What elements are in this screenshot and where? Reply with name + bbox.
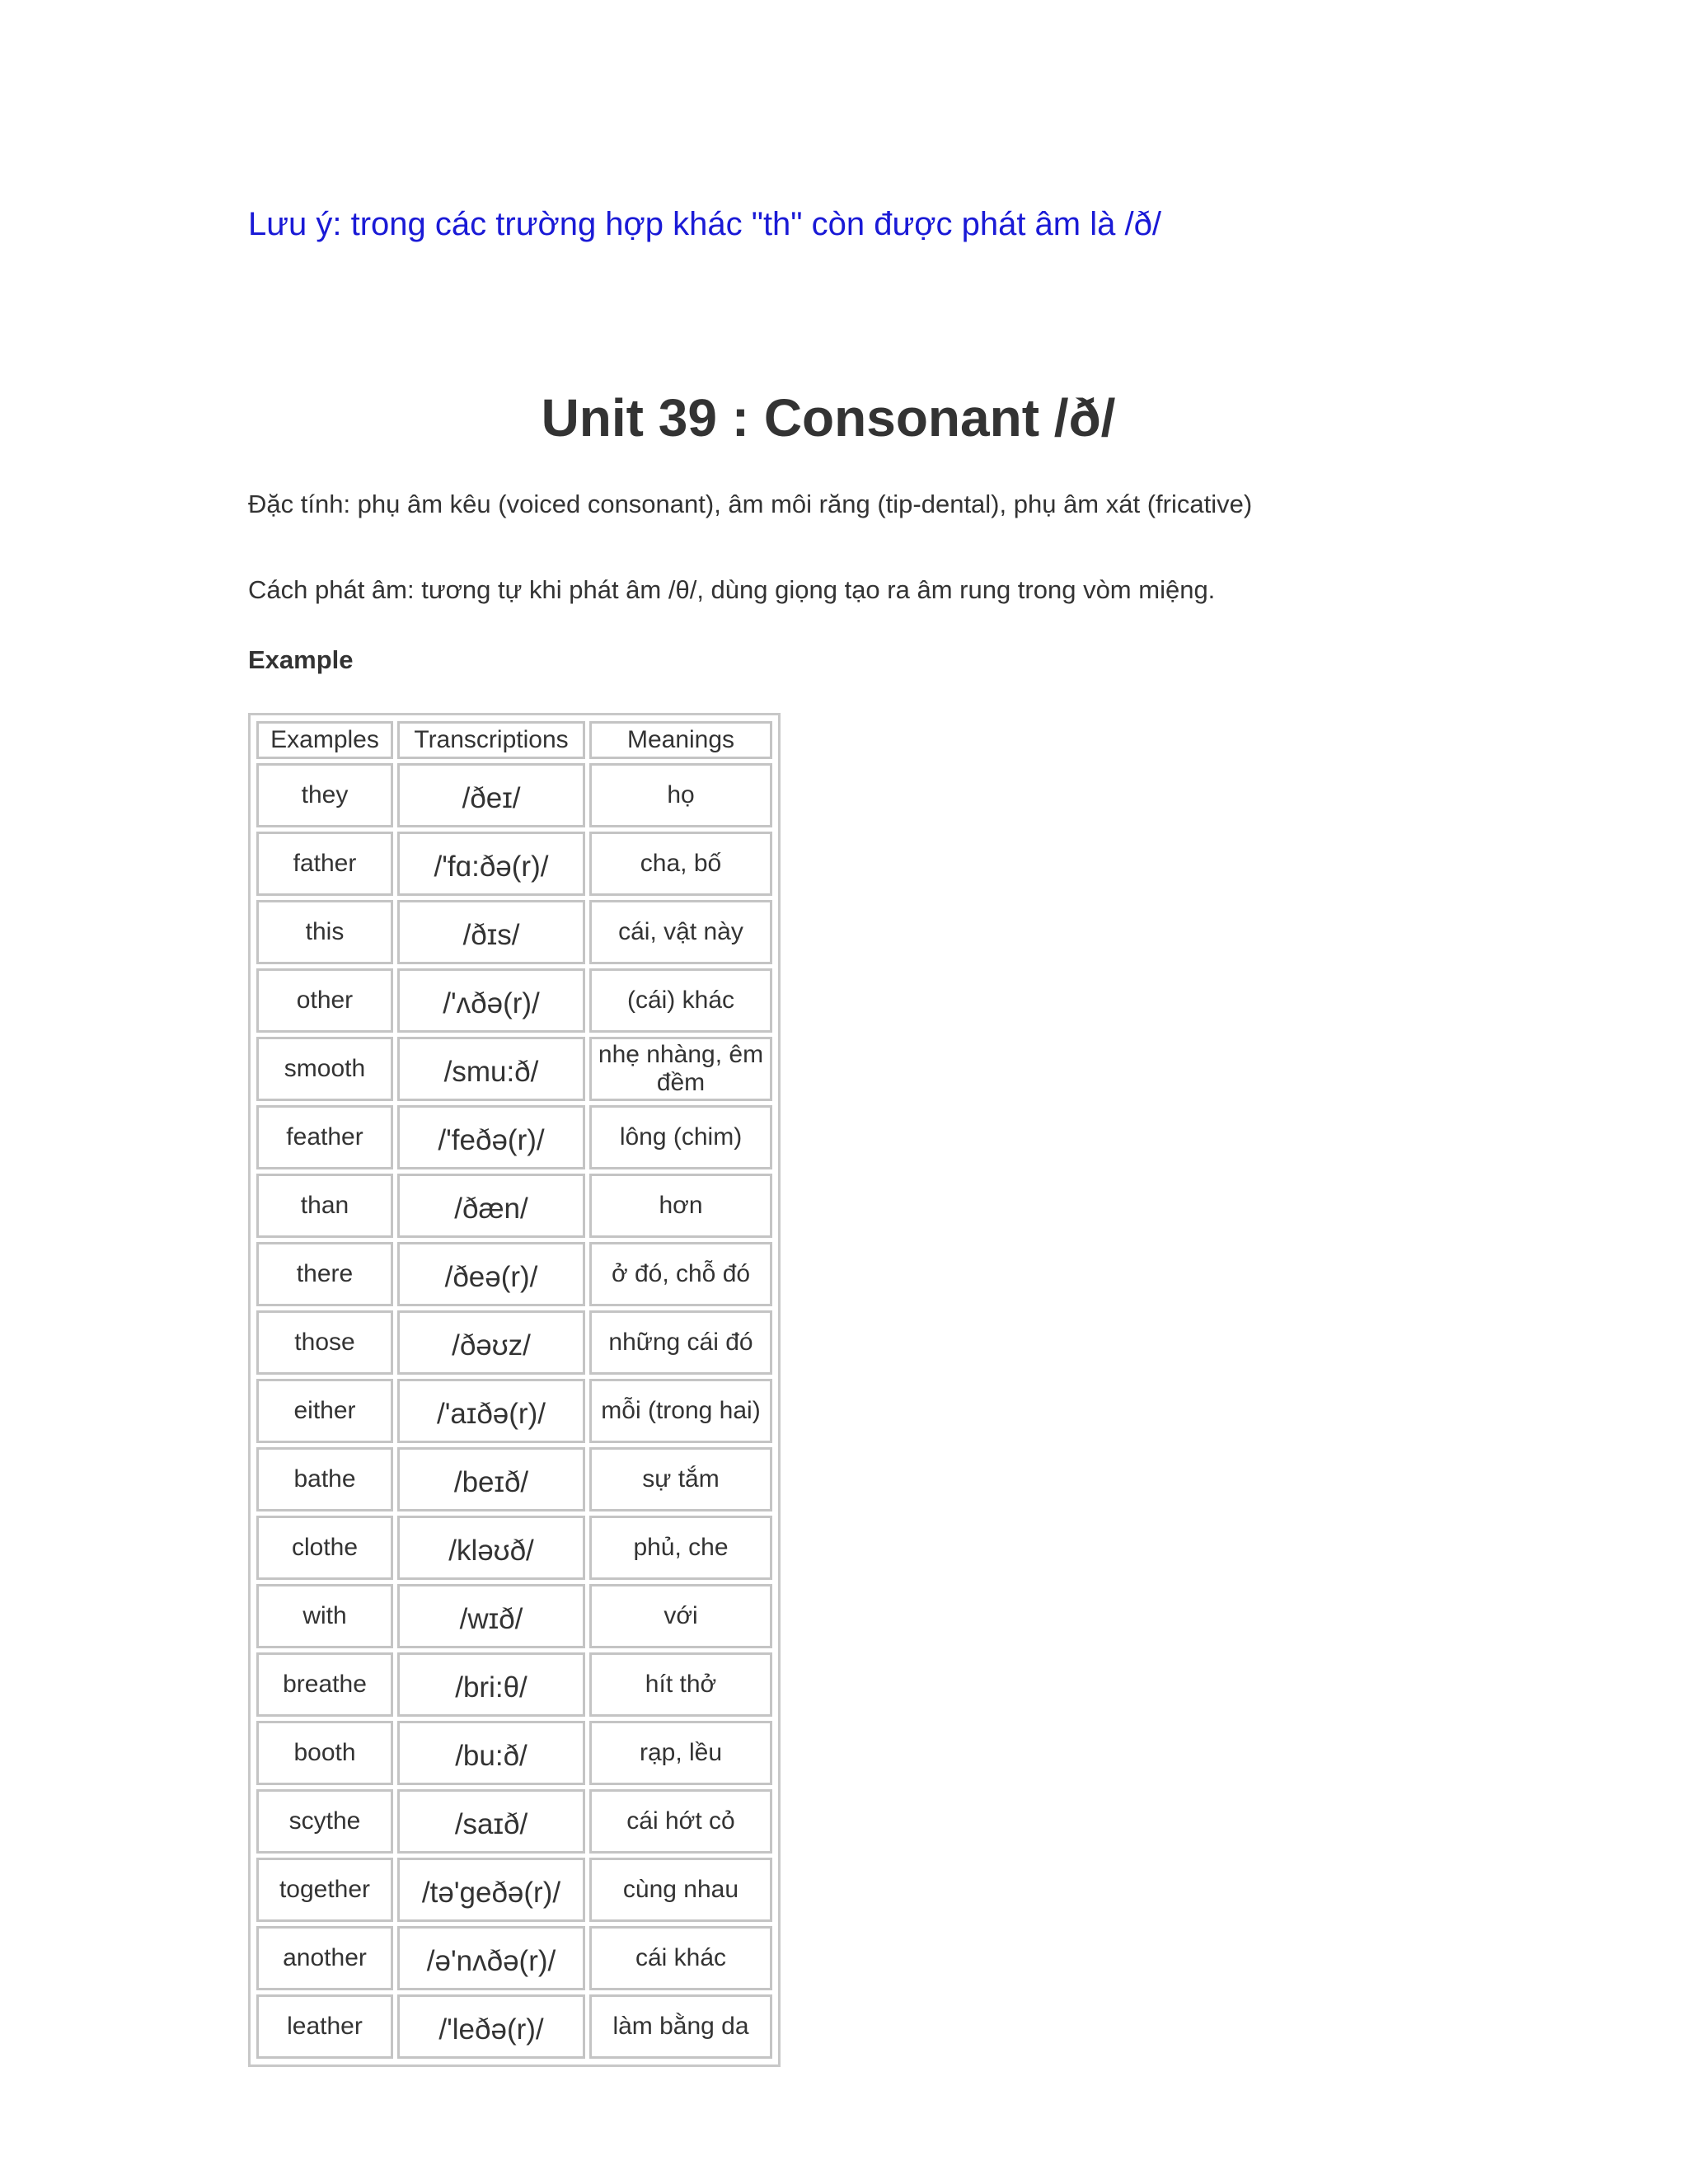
cell-example: together — [256, 1858, 393, 1922]
cell-transcription: /'aɪðə(r)/ — [397, 1379, 585, 1443]
examples-table — [248, 713, 781, 2067]
table-row — [256, 1037, 772, 1101]
cell-transcription: /'feðə(r)/ — [397, 1105, 585, 1169]
table-row — [256, 1105, 772, 1169]
cell-example: either — [256, 1379, 393, 1443]
cell-transcription: /ðæn/ — [397, 1174, 585, 1238]
table-row — [256, 968, 772, 1033]
table-row — [256, 1310, 772, 1375]
cell-example: leather — [256, 1994, 393, 2059]
cell-transcription: /kləʊð/ — [397, 1516, 585, 1580]
table-row — [256, 1994, 772, 2059]
cell-transcription: /wɪð/ — [397, 1584, 585, 1648]
cell-example: booth — [256, 1721, 393, 1785]
cell-meaning: cái hớt cỏ — [589, 1789, 772, 1854]
cell-meaning: với — [589, 1584, 772, 1648]
cell-meaning: lông (chim) — [589, 1105, 772, 1169]
cell-example: with — [256, 1584, 393, 1648]
cell-example: other — [256, 968, 393, 1033]
cell-transcription: /beɪð/ — [397, 1447, 585, 1511]
cell-meaning: hơn — [589, 1174, 772, 1238]
table-row — [256, 1379, 772, 1443]
table-row — [256, 1858, 772, 1922]
cell-meaning: mỗi (trong hai) — [589, 1379, 772, 1443]
cell-transcription: /'leðə(r)/ — [397, 1994, 585, 2059]
cell-example: those — [256, 1310, 393, 1375]
cell-example: this — [256, 900, 393, 964]
cell-transcription: /bri:θ/ — [397, 1652, 585, 1717]
cell-transcription: /saɪð/ — [397, 1789, 585, 1854]
cell-meaning: ở đó, chỗ đó — [589, 1242, 772, 1306]
example-heading: Example — [248, 645, 354, 674]
cell-meaning: họ — [589, 763, 772, 827]
cell-meaning: cùng nhau — [589, 1858, 772, 1922]
cell-meaning: những cái đó — [589, 1310, 772, 1375]
cell-transcription: /bu:ð/ — [397, 1721, 585, 1785]
cell-transcription: /ə'nʌðə(r)/ — [397, 1926, 585, 1990]
cell-example: another — [256, 1926, 393, 1990]
table-row — [256, 1447, 772, 1511]
table-row — [256, 1926, 772, 1990]
table-row — [256, 1516, 772, 1580]
page-title: Unit 39 : Consonant /ð/ — [541, 388, 1116, 448]
header-examples: Examples — [256, 721, 393, 759]
cell-example: father — [256, 832, 393, 896]
table-row — [256, 1652, 772, 1717]
cell-example: than — [256, 1174, 393, 1238]
cell-example: smooth — [256, 1037, 393, 1101]
cell-meaning: làm bằng da — [589, 1994, 772, 2059]
cell-transcription: /ðɪs/ — [397, 900, 585, 964]
cell-example: feather — [256, 1105, 393, 1169]
cell-meaning: nhẹ nhàng, êm đềm — [589, 1037, 772, 1101]
cell-transcription: /ðəʊz/ — [397, 1310, 585, 1375]
table-row — [256, 832, 772, 896]
cell-meaning: sự tắm — [589, 1447, 772, 1511]
cell-meaning: hít thở — [589, 1652, 772, 1717]
cell-example: scythe — [256, 1789, 393, 1854]
header-transcriptions: Transcriptions — [397, 721, 585, 759]
cell-meaning: cha, bố — [589, 832, 772, 896]
cell-example: there — [256, 1242, 393, 1306]
table-row — [256, 763, 772, 827]
cell-transcription: /tə'geðə(r)/ — [397, 1858, 585, 1922]
cell-transcription: /'ʌðə(r)/ — [397, 968, 585, 1033]
cell-meaning: cái, vật này — [589, 900, 772, 964]
cell-example: breathe — [256, 1652, 393, 1717]
cell-meaning: rạp, lều — [589, 1721, 772, 1785]
cell-transcription: /ðeə(r)/ — [397, 1242, 585, 1306]
table-row — [256, 1174, 772, 1238]
cell-meaning: cái khác — [589, 1926, 772, 1990]
cell-example: bathe — [256, 1447, 393, 1511]
note-text: Lưu ý: trong các trường hợp khác "th" còn được phát âm là /ð/ — [248, 206, 1161, 242]
cell-meaning: (cái) khác — [589, 968, 772, 1033]
cell-meaning: phủ, che — [589, 1516, 772, 1580]
cell-transcription: /smu:ð/ — [397, 1037, 585, 1101]
table-row — [256, 1584, 772, 1648]
cell-example: clothe — [256, 1516, 393, 1580]
characteristics-text: Đặc tính: phụ âm kêu (voiced consonant), âm môi răng (tip-dental), phụ âm xát (fricative) — [248, 490, 1253, 518]
table-header-row — [256, 721, 772, 759]
table-row — [256, 900, 772, 964]
table-row — [256, 1721, 772, 1785]
header-meanings: Meanings — [589, 721, 772, 759]
table-row — [256, 1789, 772, 1854]
cell-transcription: /'fɑ:ðə(r)/ — [397, 832, 585, 896]
table-body — [256, 763, 772, 2059]
pronunciation-text: Cách phát âm: tương tự khi phát âm /θ/, dùng giọng tạo ra âm rung trong vòm miệng. — [248, 575, 1216, 604]
cell-example: they — [256, 763, 393, 827]
table-row — [256, 1242, 772, 1306]
cell-transcription: /ðeɪ/ — [397, 763, 585, 827]
